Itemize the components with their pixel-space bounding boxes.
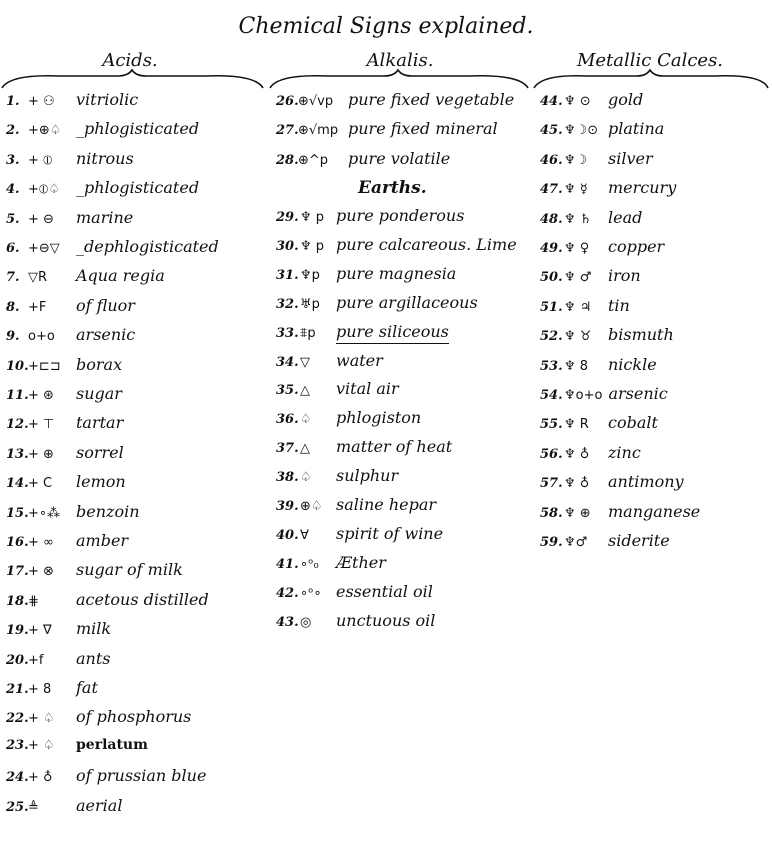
calces-item (540, 237, 664, 256)
chemical-symbol: ⊕^p (298, 152, 329, 168)
item-number: 5. (6, 211, 20, 227)
substance-name: siderite (608, 531, 670, 550)
item-number: 26. (276, 94, 299, 109)
chemical-symbol: + ♤ (28, 737, 55, 753)
substance-name: tartar (76, 413, 124, 433)
acids-item (6, 502, 140, 521)
chemical-symbol: ♆ ♂ (564, 270, 592, 286)
chemical-symbol: + ∞ (28, 535, 54, 550)
substance-name: benzoin (76, 501, 140, 521)
calces-item (540, 208, 642, 227)
substance-name: unctuous oil (336, 610, 436, 630)
acids-item (6, 296, 135, 315)
chemical-symbol: ♆ ♁ (564, 446, 590, 462)
calces-item (540, 413, 658, 432)
item-number: 21. (6, 682, 29, 697)
chemical-symbol: ⊕√vp (298, 94, 334, 109)
earths-item (276, 524, 443, 543)
item-number: 44. (540, 94, 563, 109)
chemical-symbol: ♆☽ (564, 152, 588, 168)
substance-name: pure calcareous. Lime (336, 234, 517, 254)
acids-item (6, 472, 126, 491)
chemical-symbol: ♅p (300, 296, 320, 312)
chemical-symbol: ▽ (300, 354, 310, 370)
calces-item (540, 149, 653, 168)
acids-item (6, 325, 135, 344)
item-number: 34. (276, 354, 299, 370)
chemical-symbol: ♆ 8 (564, 358, 589, 374)
item-number: 52. (540, 329, 563, 345)
chemical-symbol: ♆ ♃ (564, 299, 592, 315)
substance-name: antimony (608, 472, 684, 492)
substance-name: sorrel (76, 442, 124, 462)
substance-name: sugar of milk (76, 560, 183, 580)
chemical-symbol: ∘ᵒ∘ (300, 585, 322, 601)
calces-heading: Metallic Calces. (576, 50, 724, 71)
acids-item (6, 119, 199, 138)
item-number: 2. (6, 123, 20, 139)
substance-name: mercury (608, 178, 677, 198)
calces-item (540, 355, 657, 374)
item-number: 23. (6, 737, 29, 753)
substance-name: of phosphorus (76, 707, 192, 727)
item-number: 27. (276, 123, 299, 139)
acids-item (6, 178, 199, 197)
calces-item (540, 178, 676, 197)
substance-name: amber (76, 531, 129, 550)
substance-name: aerial (76, 795, 123, 815)
acids-item (6, 413, 123, 432)
alkalis-item (276, 119, 498, 138)
chemical-symbol: +⊏⊐ (28, 358, 61, 374)
substance-name: pure magnesia (336, 263, 457, 283)
calces-item (540, 531, 670, 550)
substance-name: milk (76, 619, 112, 639)
acids-heading: Acids. (102, 50, 158, 71)
chemical-symbol: + ♤ (28, 711, 55, 727)
chemical-symbol: ▽R (28, 270, 48, 286)
item-number: 55. (540, 417, 563, 433)
chemical-symbol: +⊖▽ (28, 241, 60, 256)
chemical-symbol: ∘ᵒ₀ (300, 556, 319, 572)
earths-heading: Earths. (358, 178, 427, 198)
item-number: 50. (540, 270, 563, 286)
chemical-symbol: + ∇ (28, 623, 52, 639)
substance-name: sulphur (336, 466, 399, 486)
chemical-symbol: ♆o+o (564, 388, 603, 403)
chemical-symbol: + ⊤ (28, 417, 55, 433)
chemical-symbol: +⊕♤ (28, 123, 62, 139)
acids-brace (0, 68, 265, 90)
chemical-symbol: + ⦶ (28, 152, 53, 168)
chemical-symbol: + 8 (28, 682, 52, 697)
substance-name: perlatum (76, 736, 148, 753)
substance-name: pure ponderous (336, 206, 465, 225)
substance-name: copper (608, 237, 665, 256)
chemical-symbol: ⩨p (300, 325, 316, 341)
item-number: 43. (276, 614, 299, 630)
chemical-symbol: +F (28, 299, 47, 315)
acids-item (6, 384, 122, 403)
substance-name: cobalt (608, 413, 658, 433)
substance-name: of fluor (76, 295, 135, 315)
item-number: 15. (6, 505, 29, 521)
item-number: 3. (6, 152, 20, 168)
acids-item (6, 678, 98, 697)
substance-name: arsenic (76, 325, 136, 345)
chemical-symbol: ♆ ♉ (564, 329, 592, 345)
chemical-symbol: ♆ R (564, 417, 589, 433)
acids-item (6, 90, 138, 109)
alkalis-heading: Alkalis. (366, 50, 434, 71)
substance-name: vitriolic (76, 90, 139, 109)
chemical-symbol: ♆ ♀ (564, 241, 590, 256)
acids-item (6, 266, 165, 285)
chemical-symbol: + ⊖ (28, 211, 54, 227)
chemical-symbol: + ♁ (28, 770, 53, 786)
chemical-symbol: + ⊛ (28, 388, 54, 403)
chemical-symbol: ♆ ⊕ (564, 505, 591, 521)
item-number: 57. (540, 476, 563, 492)
acids-item (6, 707, 191, 726)
substance-name: pure volatile (348, 148, 451, 168)
calces-item (540, 296, 630, 315)
item-number: 19. (6, 623, 29, 639)
chemical-symbol: ♆♂ (564, 535, 588, 550)
chemical-symbol: ♆p (300, 267, 320, 283)
earths-item (276, 495, 436, 514)
item-number: 37. (276, 441, 299, 457)
substance-name: platina (608, 119, 665, 139)
chemical-symbol: ♆ p (300, 210, 325, 225)
chemical-symbol: ♆ ☿ (564, 182, 588, 198)
alkalis-item (276, 149, 450, 168)
chemical-symbol: ♆ ♁ (564, 476, 590, 492)
item-number: 54. (540, 388, 563, 403)
substance-name: spirit of wine (336, 523, 444, 543)
item-number: 39. (276, 499, 299, 514)
chemical-symbol: ♆ ♄ (564, 211, 592, 227)
acids-item (6, 531, 128, 550)
item-number: 56. (540, 446, 563, 462)
item-number: 36. (276, 412, 299, 428)
earths-item (276, 466, 398, 485)
item-number: 10. (6, 358, 29, 374)
item-number: 17. (6, 564, 29, 580)
acids-item (6, 443, 124, 462)
earths-item (276, 351, 383, 370)
item-number: 32. (276, 296, 299, 312)
item-number: 48. (540, 211, 563, 227)
item-number: 42. (276, 585, 299, 601)
earths-item (276, 611, 435, 630)
item-number: 59. (540, 535, 563, 550)
item-number: 33. (276, 325, 299, 341)
calces-item (540, 384, 668, 403)
substance-name: manganese (608, 501, 701, 521)
substance-name: saline hepar (336, 495, 437, 514)
item-number: 58. (540, 505, 563, 521)
acids-item (6, 619, 111, 638)
substance-name: pure fixed vegetable (348, 90, 515, 109)
substance-name: gold (608, 90, 644, 109)
substance-name: ants (76, 648, 111, 668)
substance-name: fat (76, 678, 98, 697)
item-number: 38. (276, 470, 299, 486)
acids-item (6, 560, 183, 579)
substance-name: pure argillaceous (336, 292, 478, 312)
substance-name: _phlogisticated (76, 178, 200, 198)
acids-item (6, 355, 122, 374)
chemical-symbol: + ⚇ (28, 94, 55, 109)
substance-name: of prussian blue (76, 766, 207, 786)
item-number: 24. (6, 770, 29, 786)
chemical-symbol: ≜ (28, 799, 39, 815)
chemical-symbol: △ (300, 441, 310, 457)
chemical-symbol: ◎ (300, 614, 312, 630)
item-number: 7. (6, 270, 20, 286)
substance-name: arsenic (608, 384, 668, 403)
chemical-symbol: +f (28, 652, 44, 668)
chemical-symbol: ♆ ⊙ (564, 94, 591, 109)
item-number: 1. (6, 94, 20, 109)
chemical-symbol: + ⊗ (28, 564, 54, 580)
substance-name: bismuth (608, 325, 674, 345)
substance-name: acetous distilled (76, 589, 209, 609)
item-number: 14. (6, 476, 29, 492)
item-number: 35. (276, 383, 299, 399)
alkalis-brace (268, 68, 530, 90)
page-title: Chemical Signs explained. (238, 14, 534, 39)
item-number: 22. (6, 711, 29, 727)
calces-brace (532, 68, 770, 90)
item-number: 25. (6, 799, 29, 815)
calces-item (540, 266, 641, 285)
chemical-symbol: ⊕♤ (300, 499, 323, 514)
substance-name: Æther (336, 552, 386, 572)
item-number: 30. (276, 238, 299, 254)
substance-name: pure siliceous (336, 322, 449, 344)
item-number: 46. (540, 152, 563, 168)
item-number: 12. (6, 417, 29, 433)
item-number: 18. (6, 593, 29, 609)
item-number: 45. (540, 123, 563, 139)
item-number: 4. (6, 182, 20, 198)
chemical-symbol: +⦶♤ (28, 182, 60, 198)
calces-item (540, 90, 643, 109)
acids-item (6, 649, 110, 668)
substance-name: nickle (608, 354, 657, 374)
item-number: 41. (276, 556, 299, 572)
substance-name: _dephlogisticated (76, 237, 219, 256)
calces-item (540, 502, 700, 521)
chemical-symbol: △ (300, 383, 310, 399)
chemical-symbol: ⋕ (28, 593, 39, 609)
substance-name: phlogiston (336, 408, 422, 428)
acids-item (6, 237, 219, 256)
substance-name: water (336, 350, 383, 370)
earths-item (276, 322, 449, 344)
substance-name: vital air (336, 379, 399, 399)
chemical-symbol: ♤ (300, 470, 312, 486)
chemical-symbol: ♆ p (300, 238, 325, 254)
item-number: 6. (6, 241, 20, 256)
earths-item (276, 408, 421, 427)
substance-name: zinc (608, 442, 641, 462)
item-number: 28. (276, 152, 299, 168)
acids-item (6, 766, 206, 785)
substance-name: marine (76, 207, 134, 227)
earths-item (276, 379, 399, 398)
substance-name: Aqua regia (76, 266, 165, 286)
item-number: 49. (540, 241, 563, 256)
calces-item (540, 325, 674, 344)
substance-name: nitrous (76, 148, 134, 168)
acids-item (6, 590, 209, 609)
item-number: 29. (276, 210, 299, 225)
chemical-symbol: + ⊕ (28, 446, 54, 462)
item-number: 53. (540, 358, 563, 374)
acids-item (6, 796, 122, 815)
alkalis-item (276, 90, 514, 109)
chemical-symbol: + C (28, 476, 53, 492)
item-number: 11. (6, 388, 29, 403)
calces-item (540, 443, 641, 462)
substance-name: pure fixed mineral (348, 119, 498, 139)
item-number: 16. (6, 535, 29, 550)
earths-item (276, 264, 456, 283)
earths-item (276, 582, 433, 601)
calces-item (540, 472, 684, 491)
acids-item (6, 737, 148, 753)
item-number: 13. (6, 446, 29, 462)
item-number: 8. (6, 299, 20, 315)
chemical-symbol: ⊕√mp (298, 123, 339, 139)
earths-item (276, 293, 478, 312)
chemical-symbol: +∘⁂ (28, 505, 61, 521)
acids-item (6, 149, 134, 168)
item-number: 31. (276, 267, 299, 283)
item-number: 40. (276, 527, 299, 543)
earths-item (276, 235, 517, 254)
earths-item (276, 437, 452, 456)
earths-item (276, 206, 464, 225)
substance-name: lead (608, 207, 643, 227)
substance-name: lemon (76, 472, 126, 492)
chemical-symbol: ♆☽⊙ (564, 123, 599, 139)
substance-name: sugar (76, 384, 122, 403)
item-number: 9. (6, 329, 20, 345)
acids-item (6, 208, 133, 227)
chemical-symbol: ∀ (300, 527, 309, 543)
substance-name: borax (76, 354, 123, 374)
chemical-symbol: ♤ (300, 412, 312, 428)
substance-name: matter of heat (336, 437, 453, 457)
item-number: 51. (540, 299, 563, 315)
substance-name: essential oil (336, 581, 433, 601)
calces-item (540, 119, 664, 138)
substance-name: tin (608, 295, 630, 315)
substance-name: iron (608, 266, 641, 286)
item-number: 47. (540, 182, 563, 198)
substance-name: silver (608, 148, 653, 168)
earths-item (276, 553, 386, 572)
substance-name: _phlogisticated (76, 119, 200, 139)
item-number: 20. (6, 652, 29, 668)
chemical-symbol: o+o (28, 329, 55, 345)
